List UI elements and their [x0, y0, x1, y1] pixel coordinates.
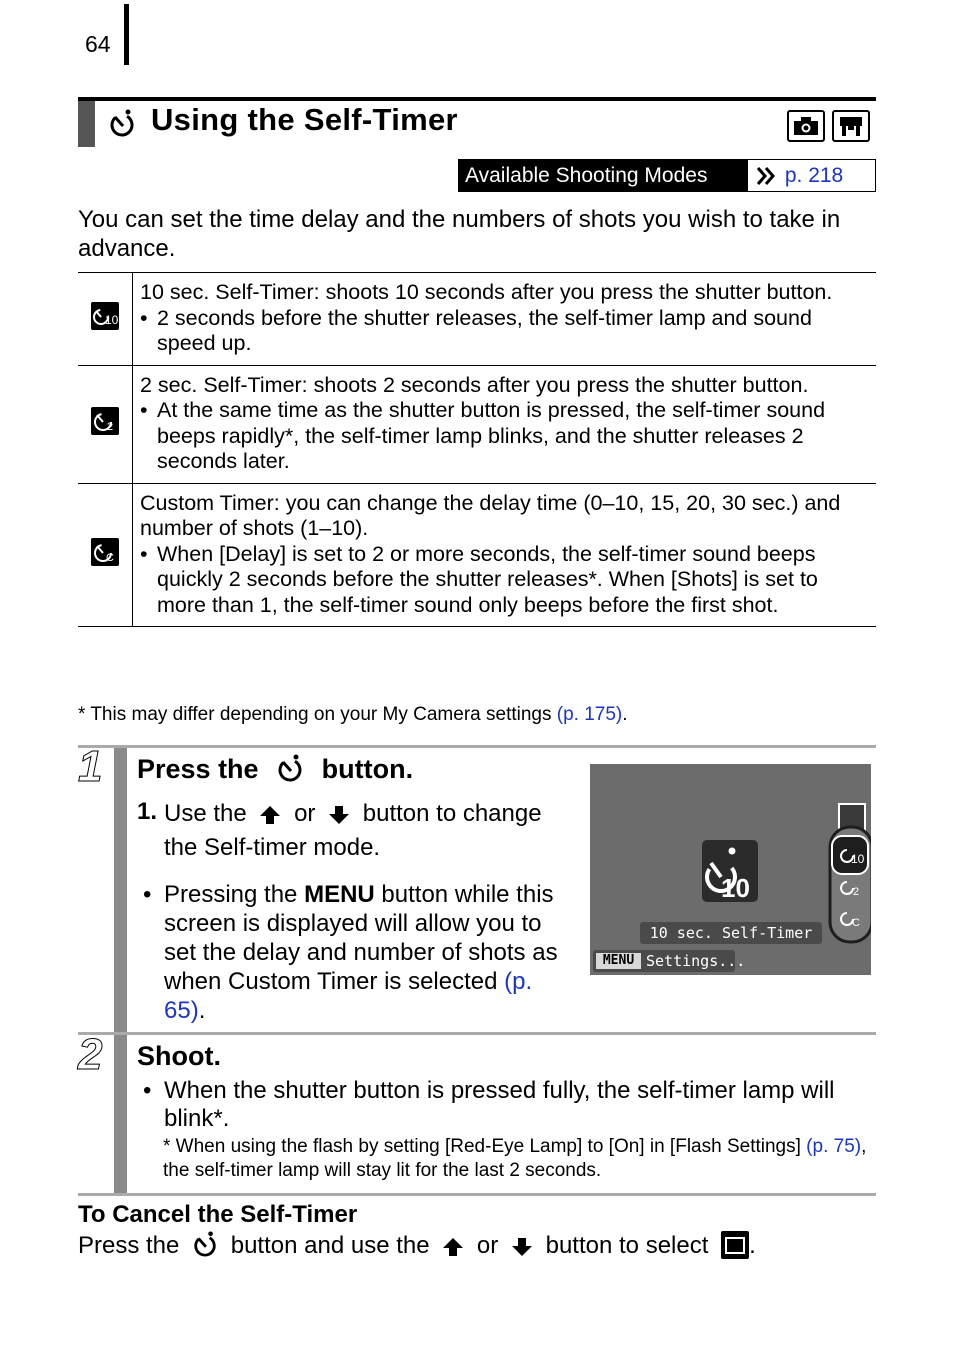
menu-button-label: MENU — [304, 881, 375, 908]
step-title: Shoot. — [137, 1041, 221, 1071]
step-separator — [78, 745, 876, 748]
page-title: Using the Self-Timer — [151, 102, 458, 137]
cancel-instructions: Press the button and use the or button to select . — [78, 1232, 756, 1259]
screen-menu-key: MENU — [602, 953, 635, 968]
table-footnote: * This may differ depending on your My Camera settings (p. 175). — [78, 704, 628, 725]
step-title: Press the button. — [137, 754, 414, 784]
title-accent-bar — [78, 101, 95, 147]
screen-caption: 10 sec. Self-Timer — [649, 924, 813, 942]
svg-text:10: 10 — [105, 312, 119, 327]
table-row: C Custom Timer: you can change the delay time (0–10, 15, 20, 30 sec.) and number of shots (1–10). • When [Delay] is set to 2 or more seconds, the self-timer sound beeps quickly 2 seconds before the shutter releases*. When [Shots] is set to more than 1, the self-timer sound only beeps before the first shot. — [78, 483, 876, 627]
mode-description: 2 sec. Self-Timer: shoots 2 seconds after you press the shutter button. — [140, 372, 809, 397]
svg-text:10: 10 — [851, 852, 865, 866]
screen-settings-label: Settings... — [646, 952, 746, 970]
svg-text:10: 10 — [721, 873, 750, 903]
page-75-link[interactable]: (p. 75) — [806, 1136, 862, 1157]
up-arrow-icon — [259, 805, 281, 825]
table-row: 10 10 sec. Self-Timer: shoots 10 seconds after you press the shutter button. • 2 seconds before the shutter releases, the self-timer lamp and sound speed up. — [78, 273, 876, 366]
page-65-link[interactable]: (p. 65) — [164, 968, 533, 1024]
self-timer-icon — [108, 108, 136, 138]
step-bar — [114, 748, 127, 1032]
double-chevron-icon — [755, 165, 779, 187]
step2-note: * When using the flash by setting [Red-Eye Lamp] to [On] in [Flash Settings] (p. 75), the self-timer lamp will stay lit for the last 2 seconds. — [163, 1136, 867, 1181]
step-number: 1 — [78, 742, 103, 791]
intro-text: You can set the time delay and the numbers of shots you wish to take in advance. — [78, 206, 841, 262]
camera-mode-icon — [787, 110, 825, 142]
camera-screen — [590, 764, 871, 975]
mode-description: Custom Timer: you can change the delay time (0–10, 15, 20, 30 sec.) and number of shots (1–10). — [140, 490, 841, 540]
footnote-page-link[interactable]: (p. 175) — [556, 704, 623, 725]
page-number-rule — [124, 4, 129, 65]
self-timer-10-icon — [91, 302, 119, 330]
mode-note: At the same time as the shutter button is pressed, the self-timer sound beeps rapidly*, the self-timer lamp blinks, and the shutter releases 2 seconds later. — [157, 398, 826, 473]
title-rule — [78, 97, 876, 101]
step-bar — [114, 1035, 127, 1194]
mode-note: When [Delay] is set to 2 or more seconds, the self-timer sound beeps quickly 2 seconds before the shutter releases*. When [Shots] is set to more than 1, the self-timer sound only beeps before the first shot. — [157, 541, 818, 617]
step2-instructions: • When the shutter button is pressed fully, the self-timer lamp will blink*. — [143, 1077, 835, 1132]
step-separator — [78, 1032, 876, 1035]
step-number: 2 — [78, 1030, 103, 1079]
timer-modes-table — [78, 272, 876, 627]
movie-mode-icon — [832, 110, 870, 142]
self-timer-icon — [276, 753, 304, 783]
svg-text:2: 2 — [107, 420, 114, 433]
page-number: 64 — [85, 31, 111, 57]
self-timer-2-icon — [91, 407, 119, 435]
mode-description: 10 sec. Self-Timer: shoots 10 seconds after you press the shutter button. — [140, 280, 833, 304]
down-arrow-icon — [511, 1237, 533, 1257]
up-arrow-icon — [442, 1237, 464, 1257]
mode-note: 2 seconds before the shutter releases, the self-timer lamp and sound speed up. — [157, 305, 812, 355]
table-row: 2 2 sec. Self-Timer: shoots 2 seconds after you press the shutter button. • At the same time as the shutter button is pressed, the self-timer sound beeps rapidly*, the self-timer lamp blinks, and the shutter releases 2 seconds later. — [78, 365, 876, 483]
custom-timer-icon — [91, 538, 119, 566]
single-shot-icon — [721, 1231, 749, 1259]
cancel-heading: To Cancel the Self-Timer — [78, 1201, 358, 1228]
svg-text:C: C — [852, 917, 860, 929]
step-separator — [78, 1193, 876, 1196]
self-timer-icon — [192, 1230, 218, 1258]
down-arrow-icon — [328, 805, 350, 825]
svg-text:2: 2 — [853, 886, 860, 898]
step1-instructions: 1. Use the or button to change the Self-timer mode. • Pressing the MENU button while this screen is displayed will allow you to set the delay and number of shots as when Custom Timer is selected (p. 65). — [137, 798, 558, 1024]
available-modes-ref[interactable] — [755, 159, 843, 192]
available-modes-label: Available Shooting Modes — [458, 159, 748, 192]
large-self-timer-icon — [701, 840, 758, 903]
svg-text:C: C — [106, 551, 114, 564]
page-ref-link[interactable]: p. 218 — [784, 164, 844, 187]
